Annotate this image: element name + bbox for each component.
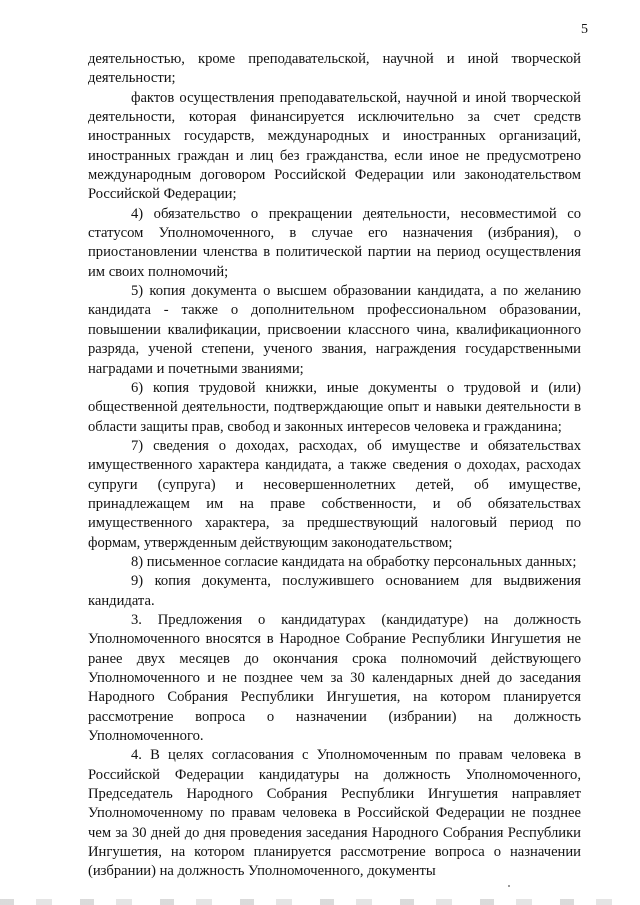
paragraph-2: фактов осуществления преподавательской, научной и иной творческой деятельности, которая финансируется исключительно за счет средств иностранных государств, международных и иностранных организаций, иностранных граждан и лиц без гражданства, если иное не предусмотрено международным договором Российской Федерации или законодательством Российской Федерации; <box>88 89 581 203</box>
paragraph-5: 6) копия трудовой книжки, иные документы о трудовой и (или) общественной деятельности, подтверждающие опыт и навыки деятельности в области защиты прав, свобод и законных интересов человека и гражданина; <box>88 379 581 435</box>
document-body <box>88 50 581 882</box>
scan-speck <box>508 885 510 887</box>
paragraph-8: 9) копия документа, послужившего основанием для выдвижения кандидата. <box>88 573 581 609</box>
paragraph-7: 8) письменное согласие кандидата на обработку персональных данных; <box>131 553 577 570</box>
paragraph-3: 4) обязательство о прекращении деятельности, несовместимой со статусом Уполномоченного, в случае его назначения (избрания), о приостановлении членства в политической партии на период осуществления им своих полномочий; <box>88 205 581 280</box>
paragraph-6: 7) сведения о доходах, расходах, об имуществе и обязательствах имущественного характера кандидата, а также сведения о доходах, расходах супруги (супруга) и несовершеннолетних детей, об имуществе, принадлежащем им на праве собственности, и об обязательствах имущественного характера, за предшествующий налоговый период по формам, утвержденным действующим законодательством; <box>88 437 581 551</box>
paragraph-4: 5) копия документа о высшем образовании кандидата, а по желанию кандидата - также о дополнительном профессиональном образовании, повышении квалификации, присвоении классного чина, квалификационного разряда, ученой степени, ученого звания, награждения государственными наградами и почетными званиями; <box>88 283 581 377</box>
page-number: 5 <box>581 22 588 37</box>
paragraph-1: деятельностью, кроме преподавательской, научной и иной творческой деятельности; <box>88 51 581 87</box>
scan-edge-artifact <box>0 899 640 905</box>
paragraph-10: 4. В целях согласования с Уполномоченным по правам человека в Российской Федерации кандидатуры на должность Уполномоченного, Председатель Народного Собрания Республики Ингушетия направляет Уполномоченному по правам человека в Российской Федерации не позднее чем за 30 дней до дня проведения заседания Народного Собрания Республики Ингушетия, на котором планируется рассмотрение вопроса о назначении (избрании) на должность Уполномоченного, документы <box>88 747 581 880</box>
paragraph-9: 3. Предложения о кандидатурах (кандидатуре) на должность Уполномоченного вносятся в Народное Собрание Республики Ингушетия не ранее двух месяцев до окончания срока полномочий действующего Уполномоченного и не позднее чем за 30 календарных дней до заседания Народного Собрания Республики Ингушетия, на котором планируется рассмотрение вопроса о назначении (избрании) на должность Уполномоченного. <box>88 611 581 745</box>
